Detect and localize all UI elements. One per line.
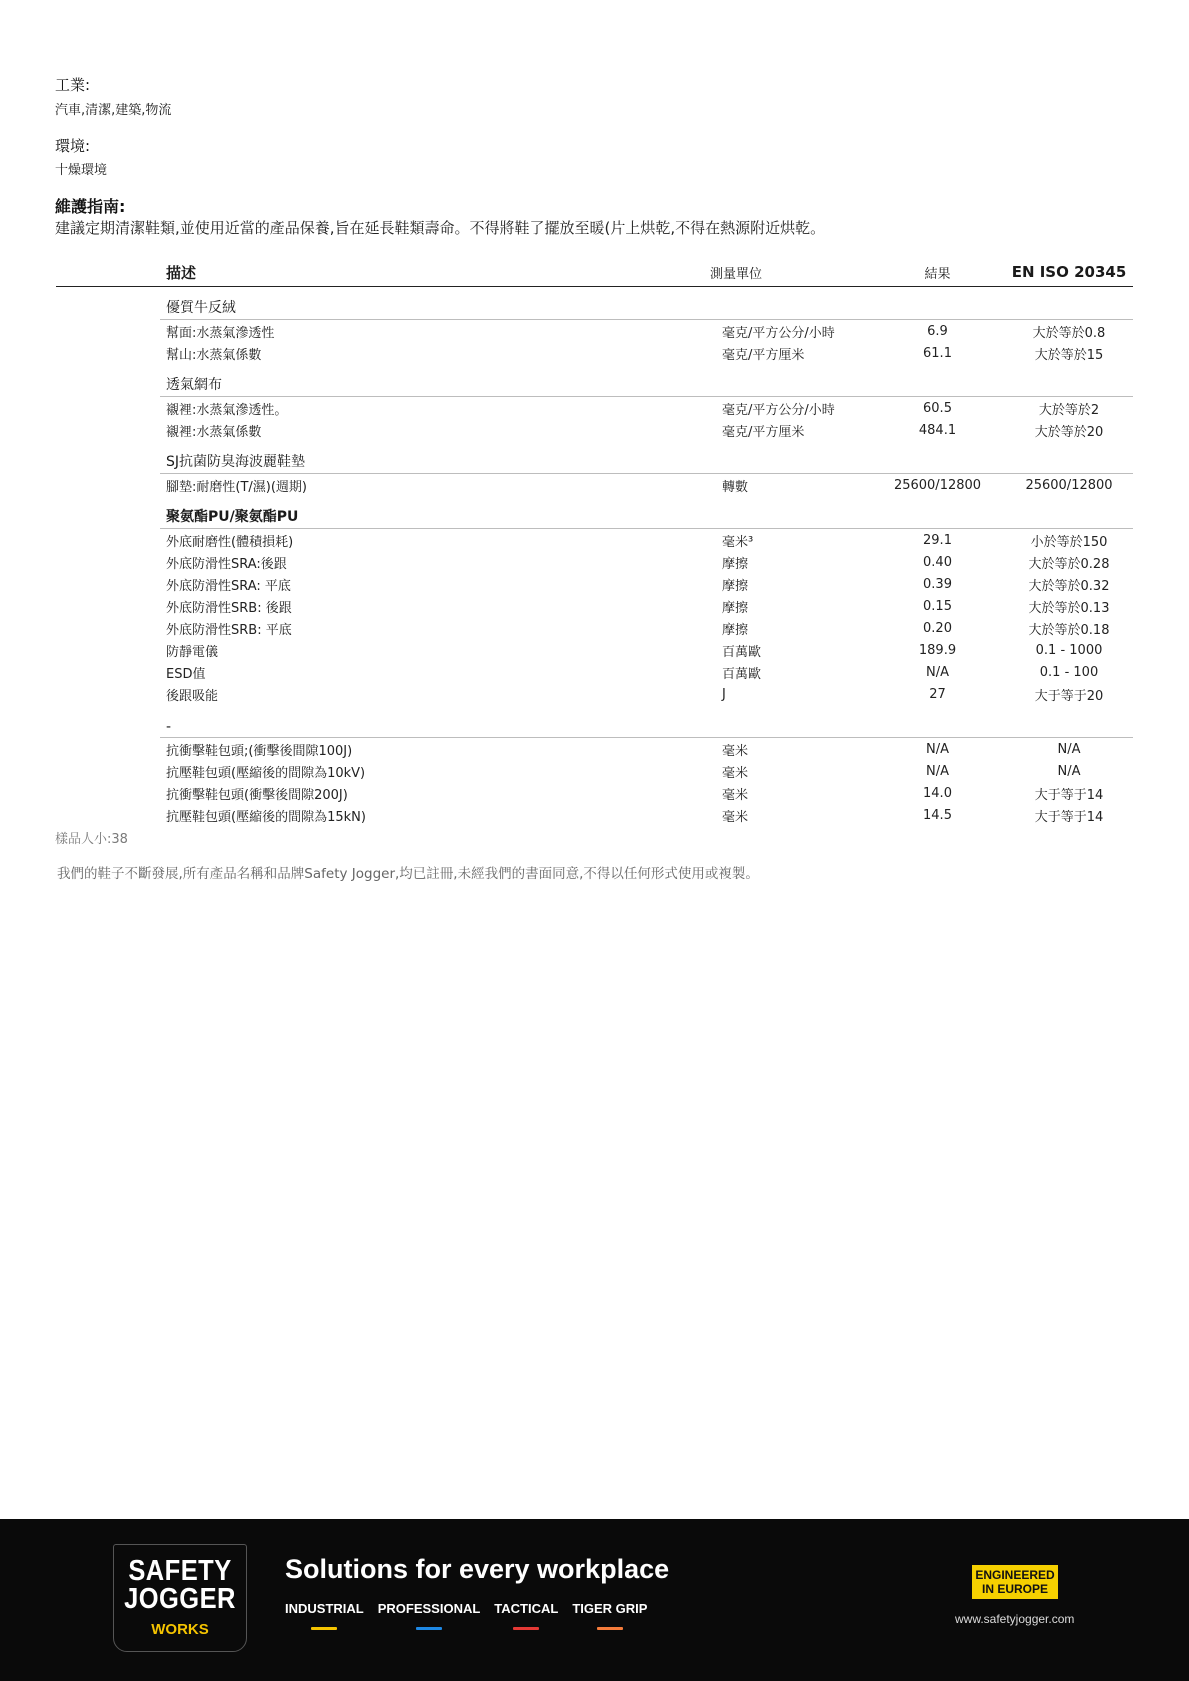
safety-jogger-logo[interactable] — [113, 1544, 247, 1652]
table-row — [56, 529, 1133, 552]
table-row — [56, 639, 1133, 661]
property-standard: 0.1 - 100 — [1039, 664, 1099, 680]
table-row — [56, 320, 1133, 343]
table-row — [56, 595, 1133, 617]
header-result: 結果 — [870, 258, 1005, 287]
table-group-row — [56, 705, 1133, 738]
property-description: 後跟吸能 — [166, 688, 219, 704]
environment-value: 十燥環境 — [55, 163, 108, 178]
table-row — [56, 419, 1133, 441]
property-result: 61.1 — [923, 345, 952, 361]
property-unit: 毫米 — [722, 809, 749, 825]
property-standard: 大於等於0.18 — [1028, 622, 1110, 638]
category-label: TACTICAL — [494, 1601, 559, 1616]
category-underline — [416, 1627, 442, 1630]
property-description: 幫面:水蒸氣滲透性 — [166, 325, 275, 341]
category-tactical[interactable] — [494, 1601, 558, 1630]
environment-label: 環境: — [55, 137, 91, 155]
property-standard: 大於等於0.32 — [1028, 578, 1110, 594]
property-unit: 摩擦 — [722, 556, 749, 572]
property-unit: J — [722, 686, 726, 702]
table-row — [56, 573, 1133, 595]
category-links — [285, 1601, 647, 1630]
material-label: 透氣網布 — [160, 364, 710, 397]
property-description: 幫山:水蒸氣係數 — [166, 347, 262, 363]
logo-line-3: WORKS — [151, 1621, 209, 1638]
industry-label: 工業: — [55, 76, 91, 94]
material-label: 優質牛反絨 — [160, 287, 710, 320]
table-group-row — [56, 441, 1133, 474]
table-row — [56, 804, 1133, 826]
property-unit: 毫克/平方公分/小時 — [722, 325, 835, 341]
table-row — [56, 342, 1133, 364]
category-label: 鞋頭 — [56, 719, 83, 735]
property-description: 防靜電儀 — [166, 644, 219, 660]
header-description: 描述 — [160, 258, 710, 287]
table-group-row — [56, 496, 1133, 529]
header-unit: 測量單位 — [710, 258, 870, 287]
care-text: 建議定期清潔鞋類,並使用近當的產品保養,旨在延長鞋類壽命。不得將鞋了擺放至暖(片上烘乾,不得在熱源附近烘乾。 — [55, 219, 826, 237]
property-result: 6.9 — [927, 323, 948, 339]
category-underline — [513, 1627, 539, 1630]
table-header-row — [56, 258, 1133, 287]
property-unit: 毫米³ — [722, 534, 754, 550]
property-standard: 大於等於15 — [1034, 347, 1104, 363]
property-result: 27 — [929, 686, 946, 702]
property-description: 外底耐磨性(體積損耗) — [166, 534, 294, 550]
property-standard: 大於等於0.13 — [1028, 600, 1110, 616]
table-row — [56, 782, 1133, 804]
property-standard: 0.1 - 1000 — [1035, 642, 1103, 658]
property-description: 外底防滑性SRB: 後跟 — [166, 600, 292, 616]
property-result: 189.9 — [918, 642, 957, 658]
care-label: 維護指南: — [55, 197, 126, 216]
property-unit: 摩擦 — [722, 622, 749, 638]
logo-line-2: JOGGER — [124, 1583, 236, 1615]
property-description: 抗壓鞋包頭(壓縮後的間隙為10kV) — [166, 765, 366, 781]
property-result: 0.40 — [923, 554, 952, 570]
material-label: - — [160, 705, 710, 738]
property-standard: 大於等於0.8 — [1032, 325, 1106, 341]
table-row — [56, 474, 1133, 497]
website-link[interactable]: www.safetyjogger.com — [955, 1612, 1075, 1626]
property-standard: 大於等於20 — [1034, 424, 1104, 440]
sample-size: 樣品人小:38 — [55, 832, 128, 847]
category-label: TIGER GRIP — [572, 1601, 648, 1616]
category-label: 大底 — [56, 508, 87, 526]
category-professional[interactable] — [378, 1601, 481, 1630]
category-underline — [311, 1627, 337, 1630]
property-result: 14.0 — [923, 785, 952, 801]
material-label: SJ抗菌防臭海波麗鞋墊 — [160, 441, 710, 474]
footer — [0, 1519, 1189, 1681]
material-label: 聚氨酯PU/聚氨酯PU — [160, 496, 710, 529]
category-label: INDUSTRIAL — [285, 1601, 364, 1616]
header-standard: EN ISO 20345 — [1005, 258, 1133, 287]
property-unit: 毫克/平方公分/小時 — [722, 402, 835, 418]
property-description: 外底防滑性SRA: 平底 — [166, 578, 291, 594]
property-description: 抗衝擊鞋包頭;(衝擊後間隙100J) — [166, 743, 353, 759]
table-row — [56, 760, 1133, 782]
property-unit: 毫米 — [722, 743, 749, 759]
property-result: N/A — [926, 664, 949, 680]
property-result: 25600/12800 — [893, 477, 982, 493]
property-unit: 摩擦 — [722, 600, 749, 616]
table-row — [56, 683, 1133, 705]
property-unit: 毫米 — [722, 787, 749, 803]
property-description: 外底防滑性SRA:後跟 — [166, 556, 287, 572]
property-description: 抗壓鞋包頭(壓縮後的間隙為15kN) — [166, 809, 366, 825]
property-standard: 大于等于14 — [1034, 809, 1104, 825]
property-description: 腳墊:耐磨性(T/濕)(週期) — [166, 479, 307, 495]
tagline: Solutions for every workplace — [285, 1554, 670, 1584]
category-label: 鞋面 — [56, 299, 87, 317]
property-standard: 小於等於150 — [1030, 534, 1108, 550]
property-description: 襯裡:水蒸氣係數 — [166, 424, 262, 440]
property-result: 0.15 — [923, 598, 952, 614]
property-standard: N/A — [1057, 763, 1081, 779]
property-unit: 百萬歐 — [722, 666, 762, 682]
property-unit: 轉數 — [722, 479, 749, 495]
category-tiger-grip[interactable] — [572, 1601, 647, 1630]
category-industrial[interactable] — [285, 1601, 364, 1630]
category-label: 鞋墊 — [56, 455, 83, 471]
property-result: N/A — [926, 763, 949, 779]
property-result: 484.1 — [918, 422, 957, 438]
table-row — [56, 661, 1133, 683]
spec-table — [56, 258, 1133, 826]
property-result: N/A — [926, 741, 949, 757]
property-standard: 大于等于20 — [1034, 688, 1104, 704]
property-standard: 大於等於2 — [1038, 402, 1100, 418]
industry-value: 汽車,清潔,建築,物流 — [55, 103, 172, 118]
category-label: PROFESSIONAL — [377, 1601, 481, 1616]
table-row — [56, 551, 1133, 573]
property-description: 襯裡:水蒸氣滲透性。 — [166, 402, 288, 418]
disclaimer: 我們的鞋子不斷發展,所有產品名稱和品牌Safety Jogger,均已註冊,未經我們的書面同意,不得以任何形式使用或複製。 — [57, 866, 759, 882]
property-unit: 毫克/平方厘米 — [722, 424, 805, 440]
table-row — [56, 397, 1133, 420]
table-group-row — [56, 287, 1133, 320]
property-result: 60.5 — [923, 400, 952, 416]
property-description: ESD值 — [166, 666, 206, 682]
table-row — [56, 738, 1133, 761]
property-standard: 大于等于14 — [1034, 787, 1104, 803]
property-unit: 毫克/平方厘米 — [722, 347, 805, 363]
property-standard: N/A — [1057, 741, 1081, 757]
property-description: 外底防滑性SRB: 平底 — [166, 622, 292, 638]
property-result: 0.39 — [923, 576, 952, 592]
category-underline — [597, 1627, 623, 1630]
property-result: 0.20 — [923, 620, 952, 636]
property-result: 14.5 — [923, 807, 952, 823]
engineered-in-europe-badge — [972, 1565, 1058, 1599]
badge-line-2: IN EUROPE — [981, 1582, 1048, 1596]
property-standard: 大於等於0.28 — [1028, 556, 1110, 572]
category-label: 內裡 — [56, 378, 83, 394]
property-standard: 25600/12800 — [1025, 477, 1113, 493]
table-row — [56, 617, 1133, 639]
badge-line-1: ENGINEERED — [975, 1568, 1055, 1582]
table-group-row — [56, 364, 1133, 397]
property-unit: 毫米 — [722, 765, 749, 781]
property-description: 抗衝擊鞋包頭(衝擊後間隙200J) — [166, 787, 348, 803]
property-unit: 摩擦 — [722, 578, 749, 594]
logo-line-1: SAFETY — [128, 1555, 232, 1587]
property-result: 29.1 — [923, 532, 952, 548]
property-unit: 百萬歐 — [722, 644, 762, 660]
